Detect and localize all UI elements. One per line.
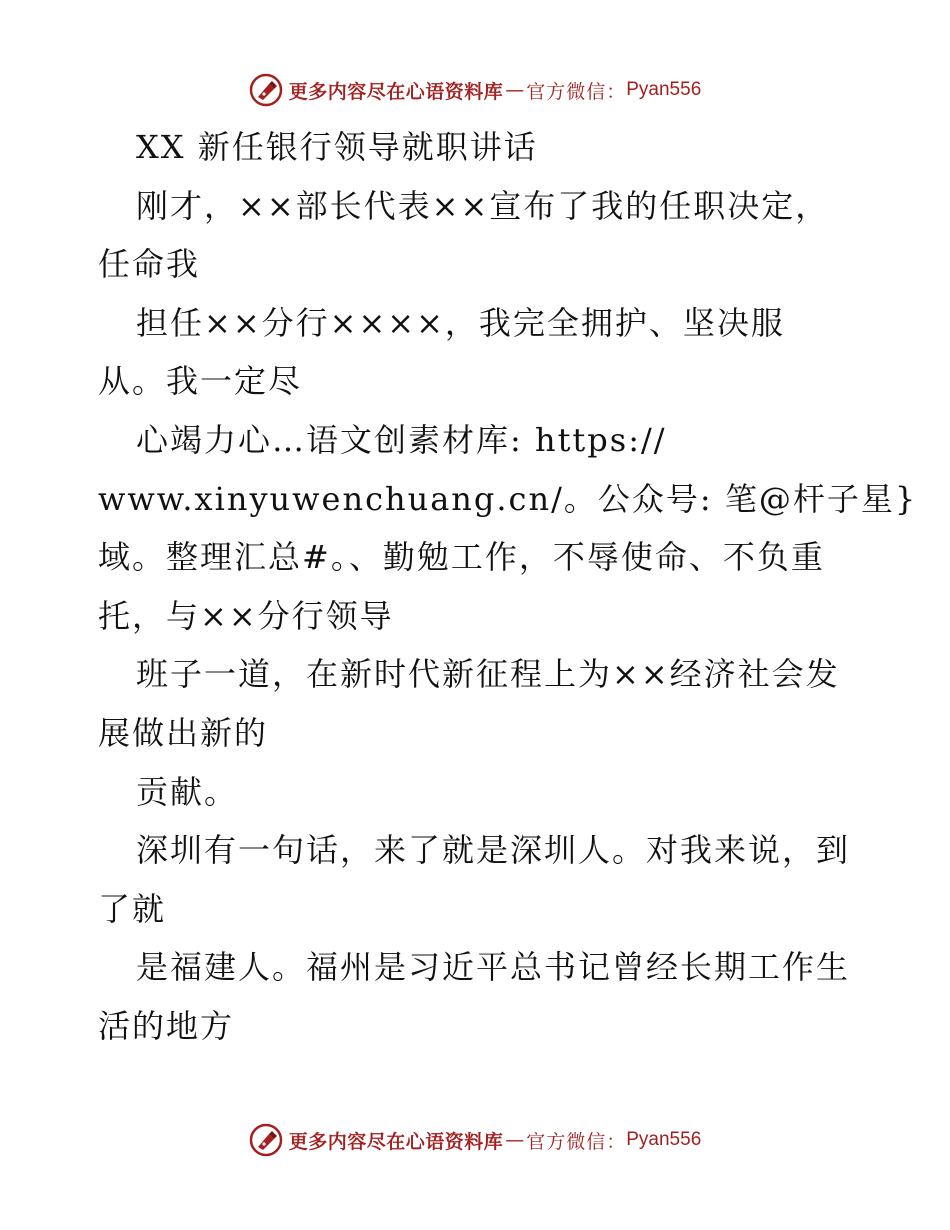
- paragraph-line: 深圳有一句话，来了就是深圳人。对我来说，到: [136, 831, 851, 870]
- banner-wechat-label: 官方微信：: [526, 80, 627, 103]
- banner-main-text: 更多内容尽在心语资料库: [288, 80, 504, 103]
- document-title: XX 新任银行领导就职讲话: [136, 128, 538, 166]
- paragraph-line: 贡献。: [136, 772, 239, 811]
- paragraph-line: 刚才，××部长代表××宣布了我的任职决定，: [136, 186, 830, 225]
- banner-wechat-id: Pyan556: [626, 79, 702, 100]
- banner-separator: —: [505, 79, 525, 101]
- paragraph-line: 了就: [98, 889, 167, 928]
- paragraph-line: 展做出新的: [98, 713, 269, 752]
- paragraph-line: 托，与××分行领导: [98, 596, 394, 635]
- header-banner: [0, 70, 950, 110]
- paragraph-line: 任命我: [98, 245, 201, 284]
- banner-wechat-label: 官方微信：: [526, 1130, 627, 1153]
- paragraph-line: 域。整理汇总#。、勤勉工作，不辱使命、不负重: [98, 538, 825, 577]
- banner-main-text: 更多内容尽在心语资料库: [288, 1130, 504, 1153]
- banner-wechat-id: Pyan556: [626, 1129, 702, 1150]
- paragraph-line: 活的地方: [98, 1006, 235, 1045]
- document-body: [98, 118, 918, 1056]
- paragraph-line: 从。我一定尽: [98, 362, 303, 401]
- paragraph-line: 是福建人。福州是习近平总书记曾经长期工作生: [136, 948, 851, 987]
- banner-separator: —: [505, 1129, 525, 1151]
- pen-logo-icon: [249, 73, 283, 107]
- pen-logo-icon: [249, 1123, 283, 1157]
- paragraph-line: 心竭力心…语文创素材库: https://: [136, 420, 667, 459]
- paragraph-line: 班子一道，在新时代新征程上为××经济社会发: [136, 655, 840, 694]
- paragraph-line: 担任××分行××××，我完全拥护、坚决服: [136, 303, 785, 342]
- paragraph-line: www.xinyuwenchuang.cn/。公众号: 笔@杆子星}: [98, 479, 918, 518]
- footer-banner: [0, 1120, 950, 1160]
